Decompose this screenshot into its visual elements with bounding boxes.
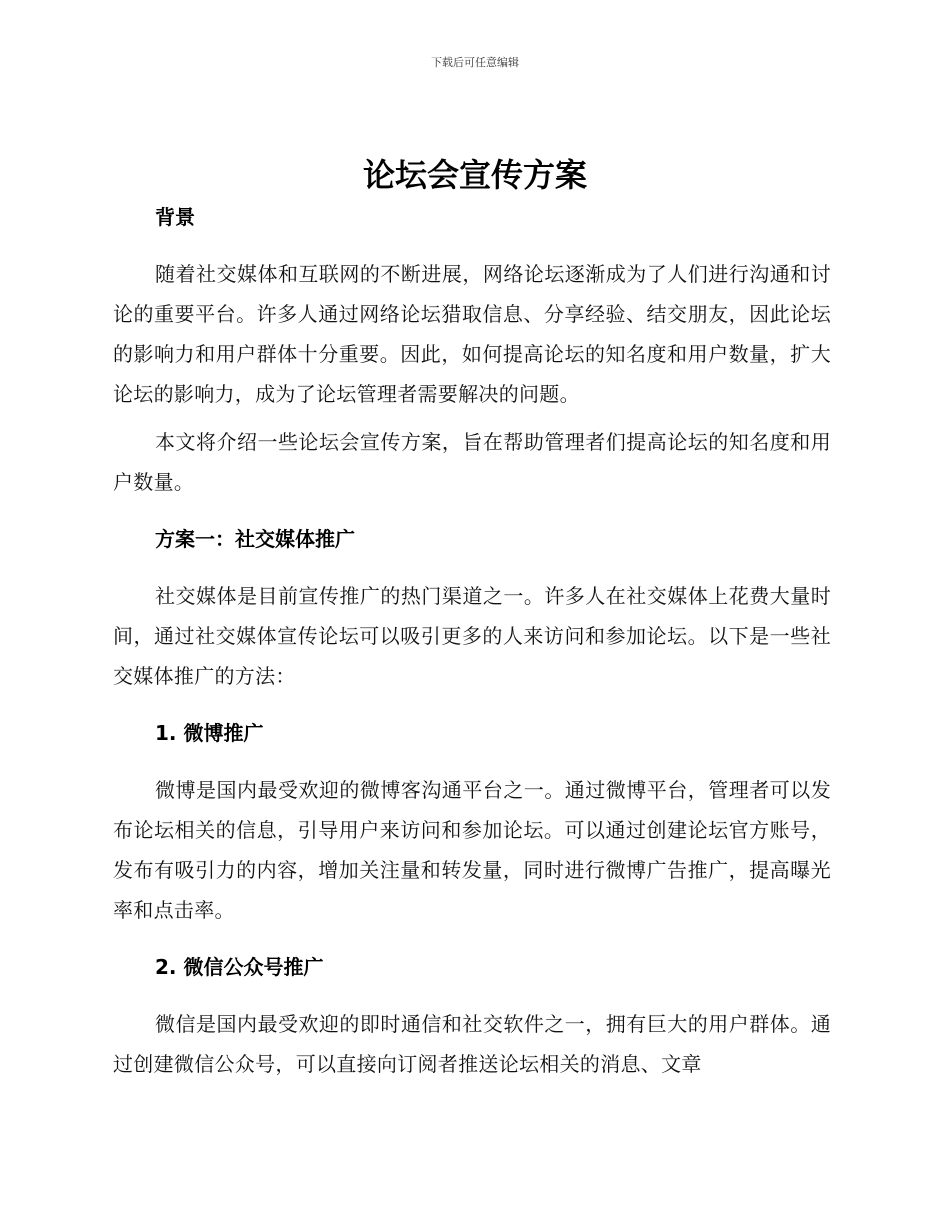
paragraph-wechat-1: 微信是国内最受欢迎的即时通信和社交软件之一，拥有巨大的用户群体。通过创建微信公众号，可以直接向订阅者推送论坛相关的消息、文章 <box>113 1012 831 1076</box>
section-heading-plan1: 方案一：社交媒体推广 <box>155 527 355 551</box>
paragraph-background-1: 随着社交媒体和互联网的不断进展，网络论坛逐渐成为了人们进行沟通和讨论的重要平台。许多人通过网络论坛猎取信息、分享经验、结交朋友，因此论坛的影响力和用户群体十分重要。因此，如何提高论坛的知名度和用户数量，扩大论坛的影响力，成为了论坛管理者需要解决的问题。 <box>113 262 831 406</box>
subsection-heading-weibo: 1. 微博推广 <box>155 721 264 745</box>
header-note: 下载后可任意编辑 <box>431 56 519 69</box>
document-body <box>113 202 831 1084</box>
paragraph-background-2: 本文将介绍一些论坛会宣传方案，旨在帮助管理者们提高论坛的知名度和用户数量。 <box>113 430 831 494</box>
section-heading-background: 背景 <box>155 205 195 229</box>
subsection-heading-wechat: 2. 微信公众号推广 <box>155 955 324 979</box>
paragraph-plan1-1: 社交媒体是目前宣传推广的热门渠道之一。许多人在社交媒体上花费大量时间，通过社交媒体宣传论坛可以吸引更多的人来访问和参加论坛。以下是一些社交媒体推广的方法： <box>113 584 831 688</box>
paragraph-weibo-1: 微博是国内最受欢迎的微博客沟通平台之一。通过微博平台，管理者可以发布论坛相关的信息，引导用户来访问和参加论坛。可以通过创建论坛官方账号，发布有吸引力的内容，增加关注量和转发量，同时进行微博广告推广，提高曝光率和点击率。 <box>113 778 831 922</box>
document-title: 论坛会宣传方案 <box>362 156 587 194</box>
